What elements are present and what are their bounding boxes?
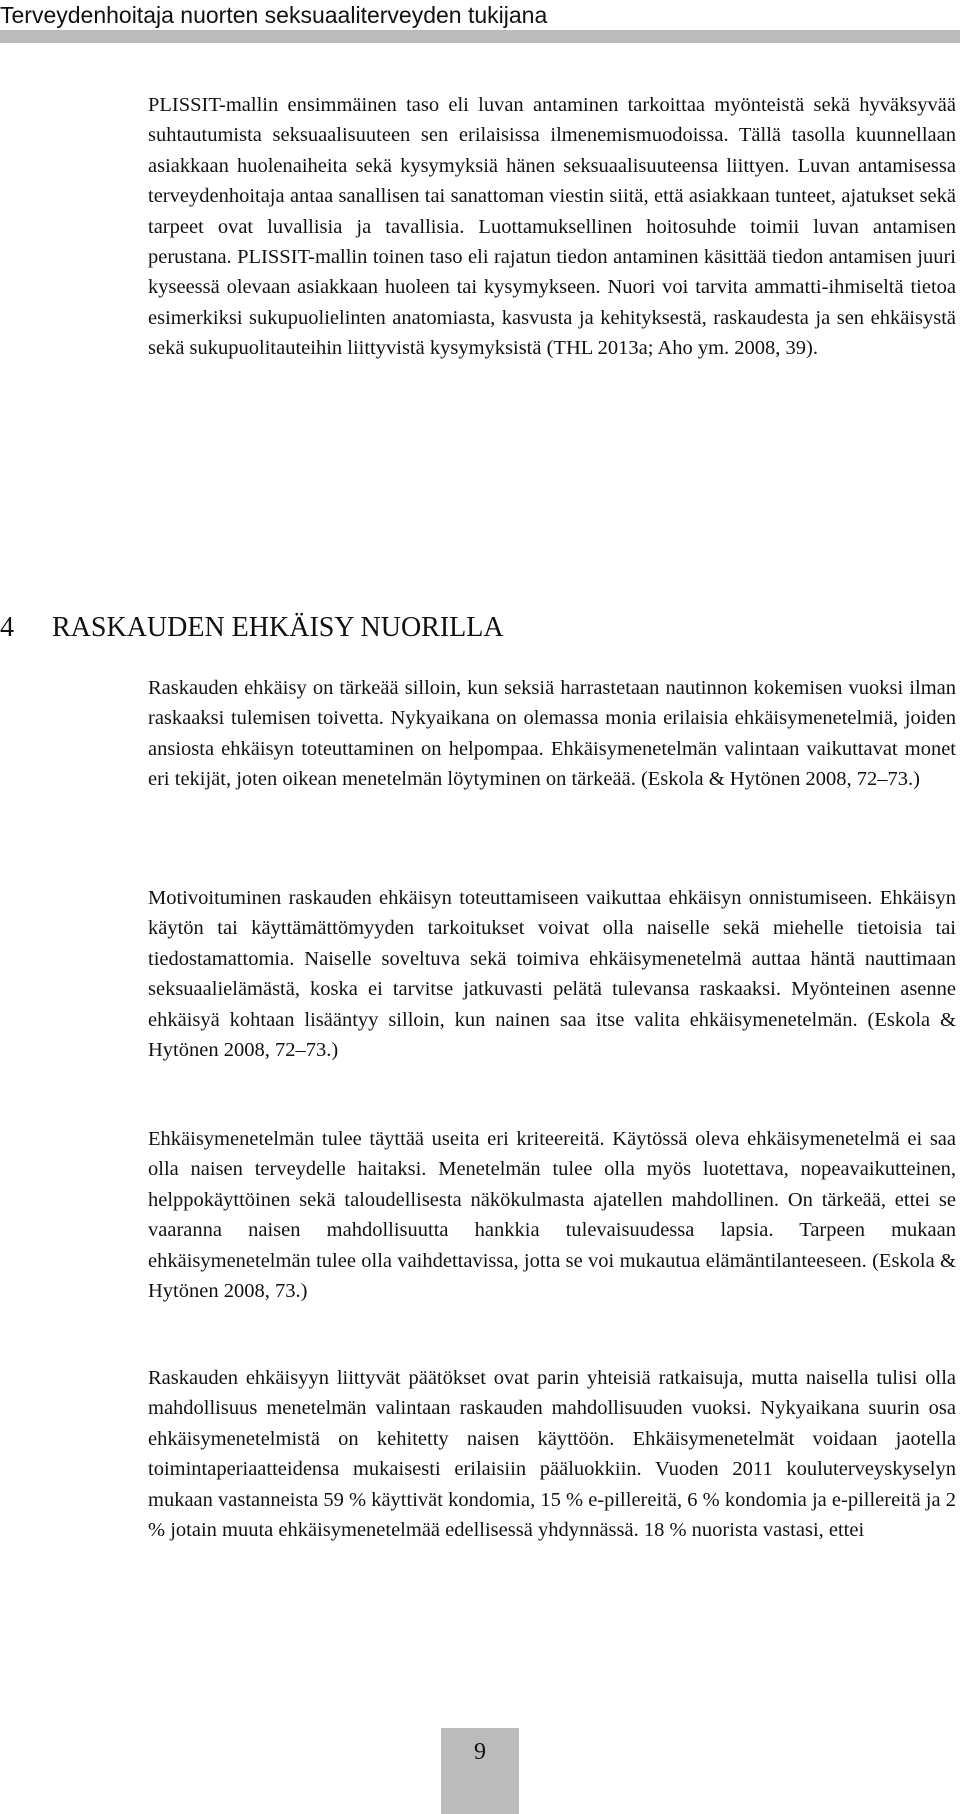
body-paragraph: Ehkäisymenetelmän tulee täyttää useita eri kriteereitä. Käytössä oleva ehkäisymenetelmä ei saa olla naisen terveydelle haitaksi. Menetelmän tulee olla myös luotettava, nopeavaikutteinen, helppokäyttöinen sekä taloudellisesta näkökulmasta ajatellen mahdollinen. On tärkeää, ettei se vaaranna naisen mahdollisuutta hankkia tulevaisuudessa lapsia. Tarpeen mukaan ehkäisymenetelmän tulee olla vaihdettavissa, jotta se voi mukautua elämäntilanteeseen. (Eskola & Hytönen 2008, 73.) [148,1128,956,1303]
body-paragraph: Motivoituminen raskauden ehkäisyn toteuttamiseen vaikuttaa ehkäisyn onnistumiseen. Ehkäisyn käytön tai käyttämättömyyden tarkoitukset voivat olla naiselle sekä miehelle tietoisia tai tiedostamattomia. Naiselle soveltuva sekä toimiva ehkäisymenetelmä auttaa häntä nauttimaan seksuaalielämästä, koska ei tarvitse jatkuvasti pelätä tulevansa raskaaksi. Myönteinen asenne ehkäisyä kohtaan lisääntyy silloin, kun nainen saa itse valita ehkäisymenetelmän. (Eskola & Hytönen 2008, 72–73.) [148,887,956,1062]
section-number: 4 [0,612,14,643]
body-paragraph: Raskauden ehkäisyyn liittyvät päätökset ovat parin yhteisiä ratkaisuja, mutta naisella tulisi olla mahdollisuus menetelmän valintaan raskauden mahdollisuuden vuoksi. Nykyaikana suurin osa ehkäisymenetelmistä on kehitetty naisen käyttöön. Ehkäisymenetelmät voidaan jaotella toimintaperiaatteidensa mukaisesti erilaisiin pääluokkiin. Vuoden 2011 kouluterveyskyselyn mukaan vastanneista 59 % käyttivät kondomia, 15 % e-pillereitä, 6 % kondomia ja e-pillereitä ja 2 % jotain muuta ehkäisymenetelmää edellisessä yhdynnässä. 18 % nuorista vastasi, ettei [148,1367,956,1542]
header-rule [0,30,960,43]
body-paragraph: PLISSIT-mallin ensimmäinen taso eli luvan antaminen tarkoittaa myönteistä sekä hyväksyvää suhtautumista seksuaalisuuteen sen erilaisissa ilmenemismuodoissa. Tällä tasolla kuunnellaan asiakkaan huolenaiheita sekä kysymyksiä hänen seksuaalisuuteensa liittyen. Luvan antamisessa terveydenhoitaja antaa sanallisen tai sanattoman viestin siitä, että asiakkaan tunteet, ajatukset sekä tarpeet ovat luvallisia ja tavallisia. Luottamuksellinen hoitosuhde toimii luvan antamisen perustana. PLISSIT-mallin toinen taso eli rajatun tiedon antaminen käsittää tiedon antamisen juuri kyseessä olevaan asiakkaan huoleen tai kysymykseen. Nuori voi tarvita ammatti-ihmiseltä tietoa esimerkiksi sukupuolielinten anatomiasta, kasvusta ja kehityksestä, raskaudesta ja sen ehkäisystä sekä sukupuolitauteihin liittyvistä kysymyksistä (THL 2013a; Aho ym. 2008, 39). [148,94,956,360]
section-title: RASKAUDEN EHKÄISY NUORILLA [52,612,504,643]
page-number: 9 [474,1739,486,1765]
body-paragraph: Raskauden ehkäisy on tärkeää silloin, kun seksiä harrastetaan nautinnon kokemisen vuoksi ilman raskaaksi tulemisen toivetta. Nykyaikana on olemassa monia erilaisia ehkäisymenetelmiä, joiden ansiosta ehkäisyn toteuttaminen on helpompaa. Ehkäisymenetelmän valintaan vaikuttavat monet eri tekijät, joten oikean menetelmän löytyminen on tärkeää. (Eskola & Hytönen 2008, 72–73.) [148,677,956,791]
running-header-title: Terveydenhoitaja nuorten seksuaaliterveyden tukijana [0,2,548,28]
section-heading [0,608,504,648]
page-number-box [441,1728,519,1814]
